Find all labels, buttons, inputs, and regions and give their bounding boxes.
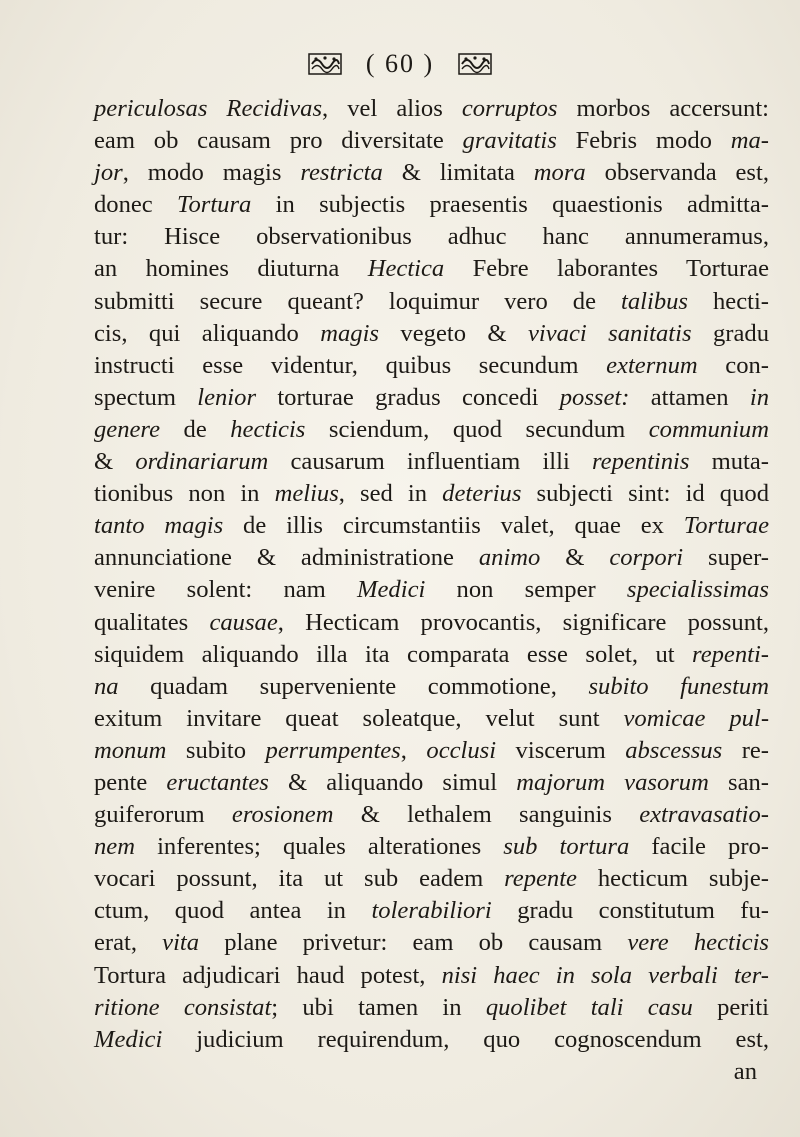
text-run: eam ob causam pro diversitate [94, 127, 463, 155]
italic-text-run: abscessus [625, 736, 723, 764]
italic-text-run: na [94, 672, 119, 700]
italic-text-run: tanto magis [94, 512, 224, 540]
text-line [94, 927, 769, 959]
italic-text-run: periculosas Recidivas [94, 95, 323, 122]
text-line [94, 831, 769, 863]
italic-text-run: externum [606, 351, 698, 379]
text-run: gradu constitutum fu- [491, 897, 769, 925]
italic-text-run: gravitatis [462, 127, 557, 155]
text-line [94, 735, 769, 767]
text-run: morbos accersunt: [557, 95, 770, 122]
text-run: & aliquando simul [268, 768, 517, 796]
left-printers-ornament-icon [308, 53, 342, 75]
italic-text-run: ma- [730, 127, 769, 155]
text-run: & [540, 544, 610, 572]
italic-text-run: Tortura [177, 191, 252, 219]
text-line [94, 125, 769, 157]
text-run: siquidem aliquando illa ita comparata esse solet, ut [94, 640, 693, 668]
text-line [94, 895, 769, 927]
text-run: observanda est, [585, 159, 769, 187]
text-run: guiferorum [94, 801, 232, 829]
text-run: Tortura adjudicari haud potest, [94, 961, 442, 989]
text-line [94, 574, 769, 606]
italic-text-run: sub tortura [503, 833, 630, 861]
page-number: ( 60 ) [365, 49, 435, 78]
text-line [94, 1024, 769, 1056]
italic-text-run: magis [320, 319, 379, 347]
text-run: vocari possunt, ita ut sub eadem [94, 865, 505, 893]
text-line [94, 414, 769, 446]
text-run: pente [94, 768, 167, 796]
italic-text-run: posset: [559, 383, 630, 411]
text-run: con- [697, 351, 769, 379]
italic-text-run: tolerabiliori [371, 897, 492, 925]
text-run: quadam superveniente commotione, [118, 672, 589, 700]
text-run: , sed in [338, 480, 443, 508]
text-run: & [94, 448, 136, 476]
text-line [94, 350, 769, 382]
text-run: facile pro- [629, 833, 769, 861]
italic-text-run: repente [504, 865, 577, 893]
text-line [94, 510, 769, 542]
text-line [94, 703, 769, 735]
italic-text-run: Torturae [683, 512, 769, 540]
text-run: subjecti sint: id quod [521, 480, 769, 508]
text-run: vegeto & [378, 319, 529, 347]
body-text [94, 93, 769, 1088]
text-run: viscerum [496, 736, 626, 764]
text-run: , Hecticam provocantis, significare possunt, [277, 608, 769, 636]
italic-text-run: repenti- [692, 640, 769, 668]
text-run: an homines diuturna [94, 255, 368, 283]
text-run: plane privetur: eam ob causam [199, 929, 628, 957]
text-line [94, 639, 769, 671]
italic-text-run: monum [94, 736, 167, 764]
text-line [94, 767, 769, 799]
text-run: & lethalem sanguinis [333, 801, 640, 829]
italic-text-run: ritione consistat [94, 993, 272, 1021]
text-run: instructi esse videntur, quibus secundum [94, 351, 607, 379]
text-run: in subjectis praesentis quaestionis admitta- [251, 191, 769, 219]
catchword [94, 1056, 769, 1088]
italic-text-run: Medici [357, 576, 426, 604]
text-line [94, 221, 769, 253]
text-run: periti [692, 993, 769, 1021]
text-run: sciendum, quod secundum [305, 415, 649, 443]
text-run: , vel alios [322, 95, 462, 122]
italic-text-run: Medici [94, 1025, 163, 1053]
text-line [94, 992, 769, 1024]
text-run: attamen [629, 383, 750, 411]
italic-text-run: in [749, 383, 770, 411]
text-line [94, 863, 769, 895]
text-run: hecti- [688, 287, 769, 315]
italic-text-run: genere [94, 415, 160, 443]
italic-text-run: repentinis [592, 448, 690, 476]
italic-text-run: talibus [621, 287, 688, 315]
italic-text-run: erosionem [231, 801, 334, 829]
italic-text-run: ordinariarum [135, 448, 269, 476]
text-run: torturae gradus concedi [256, 383, 560, 411]
italic-text-run: mora [533, 159, 586, 187]
italic-text-run: corruptos [461, 95, 558, 122]
text-run: de illis circumstantiis valet, quae ex [223, 512, 684, 540]
text-line [94, 799, 769, 831]
text-run: Febris modo [556, 127, 731, 155]
italic-text-run: jor [94, 159, 123, 187]
text-line [94, 318, 769, 350]
catchword-text: an [733, 1057, 757, 1085]
text-run: , [400, 736, 427, 764]
italic-text-run: lenior [197, 383, 257, 411]
italic-text-run: perrumpentes [265, 736, 401, 764]
italic-text-run: Hectica [367, 255, 445, 283]
text-run: muta- [689, 448, 769, 476]
text-run: tionibus non in [94, 480, 275, 508]
text-run: exitum invitare queat soleatque, velut sunt [94, 704, 624, 732]
text-run: subito [166, 736, 266, 764]
italic-text-run: causae [209, 608, 278, 636]
text-line [94, 189, 769, 221]
text-run: annunciatione & administratione [94, 544, 479, 572]
text-run: super- [683, 544, 769, 572]
italic-text-run: nisi haec in sola verbali ter- [441, 961, 769, 989]
text-line [94, 382, 769, 414]
text-run: hecticum subje- [576, 865, 769, 893]
text-run: tur: Hisce observationibus adhuc hanc annumeramus, [94, 223, 769, 251]
italic-text-run: vita [162, 929, 200, 957]
italic-text-run: restricta [300, 159, 383, 187]
text-line [94, 93, 769, 125]
italic-text-run: hecticis [230, 415, 306, 443]
text-run: , modo magis [122, 159, 301, 187]
text-run: gradu [691, 319, 769, 347]
text-run: & limitata [382, 159, 534, 187]
text-line [94, 253, 769, 285]
text-run: judicium requirendum, quo cognoscendum est, [162, 1025, 769, 1053]
text-line [94, 286, 769, 318]
text-run: inferentes; quales alterationes [134, 833, 504, 861]
text-run: submitti secure queant? loquimur vero de [94, 287, 622, 315]
text-run: san- [708, 768, 769, 796]
italic-text-run: melius [274, 480, 339, 508]
text-line [94, 607, 769, 639]
italic-text-run: corpori [609, 544, 684, 572]
text-run: donec [94, 191, 178, 219]
italic-text-run: animo [478, 544, 541, 572]
text-run: venire solent: nam [94, 576, 358, 604]
text-line [94, 671, 769, 703]
italic-text-run: occlusi [426, 736, 497, 764]
italic-text-run: quolibet tali casu [485, 993, 693, 1021]
text-run: non semper [425, 576, 627, 604]
italic-text-run: vivaci sanitatis [528, 319, 692, 347]
text-run: ; ubi tamen in [271, 993, 486, 1021]
text-line [94, 478, 769, 510]
text-line [94, 446, 769, 478]
italic-text-run: vomicae pul- [623, 704, 770, 732]
text-run: qualitates [94, 608, 210, 636]
italic-text-run: vere hecticis [627, 929, 769, 957]
running-header [0, 44, 800, 84]
text-line [94, 960, 769, 992]
text-run: spectum [94, 383, 198, 411]
italic-text-run: communium [648, 415, 769, 443]
text-run: de [160, 415, 231, 443]
text-run: Febre laborantes Torturae [444, 255, 769, 283]
italic-text-run: majorum vasorum [516, 768, 709, 796]
text-line [94, 157, 769, 189]
text-run: cis, qui aliquando [94, 319, 321, 347]
italic-text-run: nem [94, 833, 135, 861]
text-line [94, 542, 769, 574]
italic-text-run: deterius [442, 480, 522, 508]
right-printers-ornament-icon [458, 53, 492, 75]
italic-text-run: extravasatio- [639, 801, 769, 829]
text-run: ctum, quod antea in [94, 897, 372, 925]
italic-text-run: subito funestum [588, 672, 769, 700]
text-run: causarum influentiam illi [268, 448, 592, 476]
text-run: re- [722, 736, 769, 764]
italic-text-run: specialissimas [626, 576, 769, 604]
text-run: erat, [94, 929, 163, 957]
italic-text-run: eructantes [166, 768, 269, 796]
